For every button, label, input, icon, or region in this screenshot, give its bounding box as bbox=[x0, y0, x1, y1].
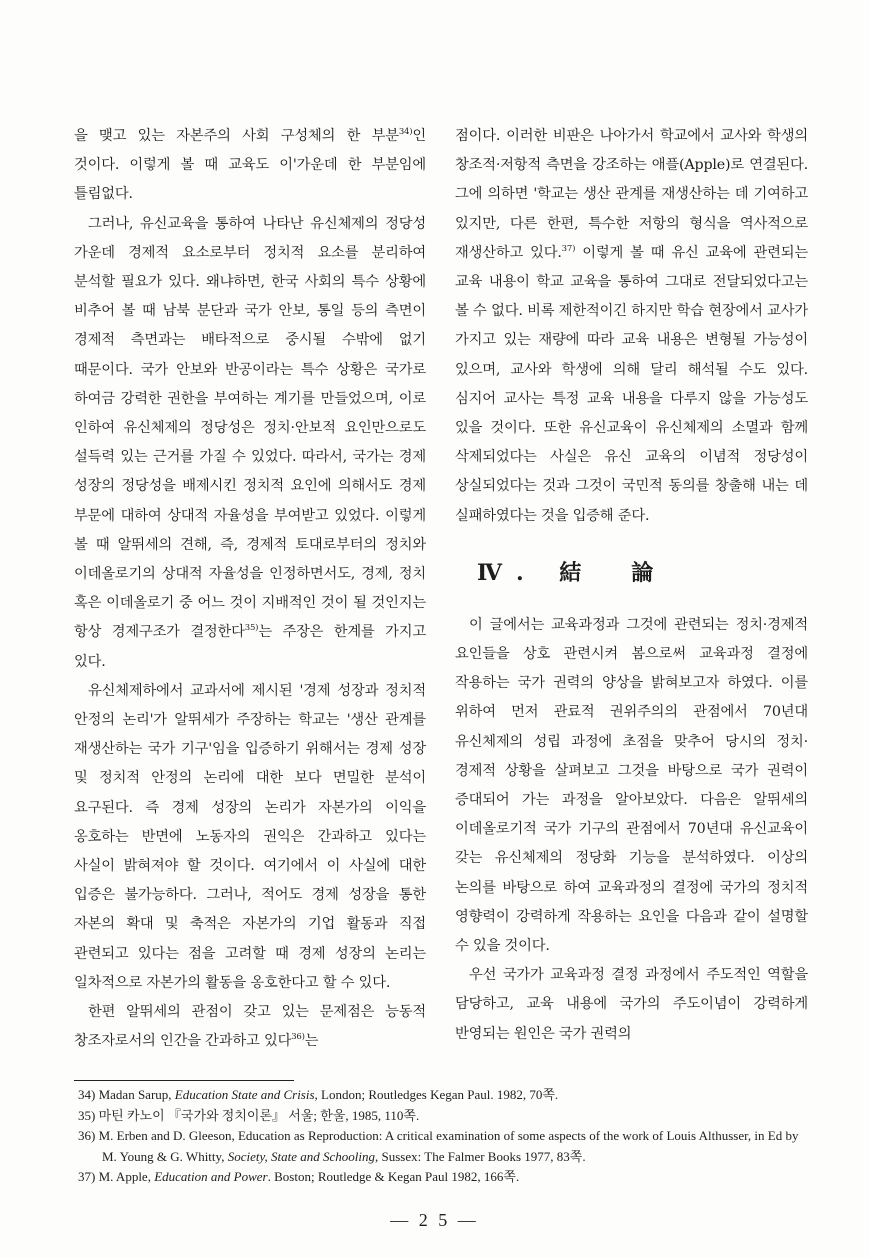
paragraph: 을 맺고 있는 자본주의 사회 구성체의 한 부분$^{34)}$인 것이다. 이렇게 볼 때 교육도 이'가운데 한 부분임에 틀림없다. bbox=[74, 127, 426, 203]
footnote-ref: 36) bbox=[291, 1032, 305, 1043]
footnote-ref: 35) bbox=[244, 623, 259, 634]
paragraph: 이 글에서는 교육과정과 그것에 관련되는 정치·경제적 요인들을 상호 관련시켜 봄으로써 교육과정 결정에 작용하는 국가 권력의 양상을 밝혀보고자 하였다. 이를 위하여 먼저 관료적 권위주의의 관점에서 70년대 유신체제의 성립 과정에 초점을 맞추어 당시의 정치·경제적 상황을 살펴보고 그것을 바탕으로 국가 권력이 증대되어 가는 과정을 알아보았다. 다음은 알뛰세의 이데올로기적 국가 기구의 관점에서 70년대 유신교육이 갖는 유신체제의 정당화 기능을 분석하였다. 이상의 논의를 바탕으로 하여 교육과정의 결정에 국가의 정치적 영향력이 강력하게 작용하는 요인을 다음과 같이 설명할 수 있을 것이다. bbox=[455, 616, 808, 955]
right-column bbox=[455, 122, 808, 1049]
footnote-ref: 37) bbox=[561, 243, 576, 254]
footnote: 36) M. Erben and D. Gleeson, Education as Reproduction: A critical examination of some aspects of the work of Louis Althusser, in Ed by M. Young & G. Whitty, Society, State and Schooling, Sussex: The Falmer Books 1977, 83쪽. bbox=[78, 1128, 799, 1164]
footnote-divider bbox=[74, 1080, 294, 1081]
left-column bbox=[74, 122, 426, 1057]
page-number: — 2 5 — bbox=[390, 1210, 479, 1230]
footnote: 35) 마틴 카노이 『국가와 정치이론』 서울; 한울, 1985, 110쪽. bbox=[78, 1107, 420, 1123]
section-heading: Ⅳ. 結 論 bbox=[477, 559, 668, 586]
paragraph: 점이다. 이러한 비판은 나아가서 학교에서 교사와 학생의 창조적·저항적 측면을 강조하는 애플(Apple)로 연결된다. 그에 의하면 '학교는 생산 관계를 재생산하는 데 기여하고 있지만, 다른 한편, 특수한 저항의 형식을 역사적으로 재생산하고 있다.$^{37)}$ 이렇게 볼 때 유신 교육에 관련되는 교육 내용이 학교 교육을 통하여 그대로 전달되었다고는 볼 수 없다. 비록 제한적이긴 하지만 학습 현장에서 교사가 가지고 있는 재량에 따라 교육 내용은 변형될 가능성이 있으며, 교사와 학생에 의해 달리 해석될 수도 있다. 심지어 교사는 특정 교육 내용을 다루지 않을 가능성도 있을 것이다. 또한 유신교육이 유신체제의 소멸과 함께 삭제되었다는 사실은 유신 교육의 이념적 정당성이 상실되었다는 것과 그것이 국민적 동의를 창출해 내는 데 실패하였다는 것을 입증해 준다. bbox=[455, 128, 809, 524]
footnote: 37) M. Apple, Education and Power. Boston; Routledge & Kegan Paul 1982, 166쪽. bbox=[78, 1169, 520, 1184]
paragraph: 한편 알뛰세의 관점이 갖고 있는 문제점은 능동적 창조자로서의 인간을 간과하고 있다$^{36)}$는 bbox=[74, 1004, 426, 1050]
footnote-ref: 34) bbox=[398, 127, 413, 137]
footnote: 34) Madan Sarup, Education State and Crisis, London; Routledges Kegan Paul. 1982, 70쪽. bbox=[78, 1087, 559, 1102]
footnotes bbox=[78, 1085, 806, 1188]
paragraph: 유신체제하에서 교과서에 제시된 '경제 성장과 정치적 안정의 논리'가 알뛰세가 주장하는 학교는 '생산 관계를 재생산하는 국가 기구'임을 입증하기 위해서는 경제 성장 및 정치적 안정의 논리에 대한 보다 면밀한 분석이 요구된다. 즉 경제 성장의 논리가 자본가의 이익을 옹호하는 반면에 노동자의 권익은 간과하고 있다는 사실이 밝혀져야 할 것이다. 여기에서 이 사실에 대한 입증은 불가능하다. 그러나, 적어도 경제 성장을 통한 자본의 확대 및 축적은 자본가의 기업 활동과 직접 관련되고 있다는 점을 고려할 때 경제 성장의 논리는 일차적으로 자본가의 활동을 옹호한다고 할 수 있다. bbox=[74, 682, 426, 991]
paragraph: 우선 국가가 교육과정 결정 과정에서 주도적인 역할을 담당하고, 교육 내용에 국가의 주도이념이 강력하게 반영되는 원인은 국가 권력의 bbox=[455, 967, 808, 1042]
paragraph: 그러나, 유신교육을 통하여 나타난 유신체제의 정당성 가운데 경제적 요소로부터 정치적 요소를 분리하여 분석할 필요가 있다. 왜냐하면, 한국 사회의 특수 상황에 비추어 볼 때 남북 분단과 국가 안보, 통일 등의 측면이 경제적 측면과는 배타적으로 중시될 수밖에 없기 때문이다. 국가 안보와 반공이라는 특수 상황은 국가로 하여금 강력한 권한을 부여하는 계기를 만들었으며, 이로 인하여 유신체제의 정당성은 정치·안보적 요인만으로도 설득력 있는 근거를 가질 수 있었다. 따라서, 국가는 경제 성장의 정당성을 배제시킨 정치적 요인에 의해서도 경제 부문에 대하여 상대적 자율성을 부여받고 있었다. 이렇게 볼 때 알뛰세의 견해, 즉, 경제적 토대로부터의 정치와 이데올로기의 상대적 자율성을 인정하면서도, 경제, 정치 혹은 이데올로기 중 어느 것이 지배적인 것이 될 것인지는 항상 경제구조가 결정한다$^{35)}$는 주장은 한계를 가지고 있다. bbox=[74, 215, 426, 670]
